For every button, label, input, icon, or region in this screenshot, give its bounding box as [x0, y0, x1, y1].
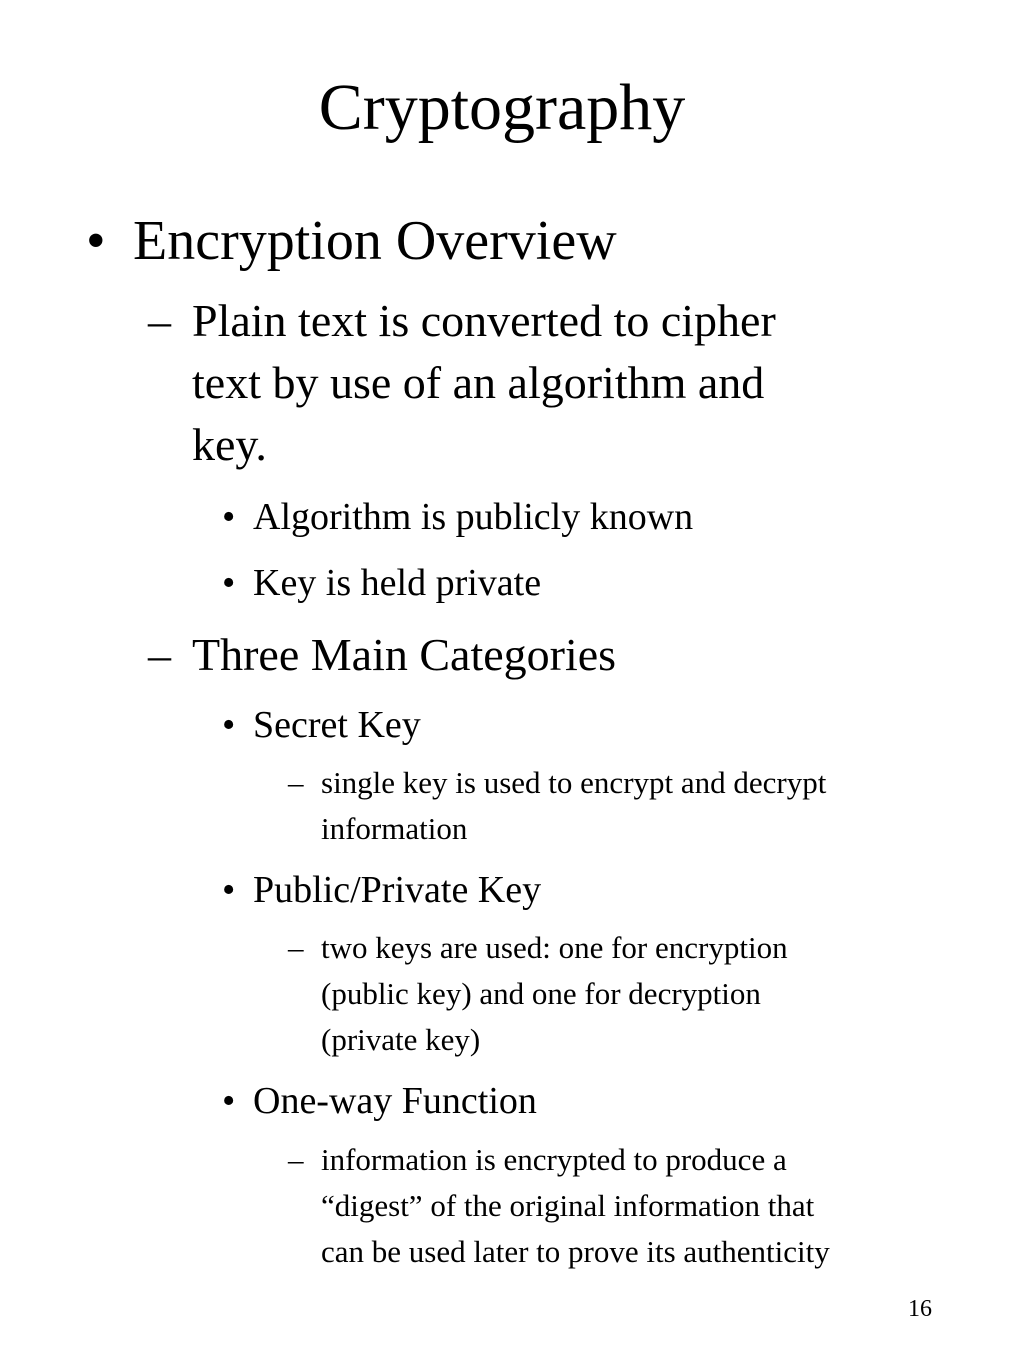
- point-text: Algorithm is publicly known: [253, 496, 694, 538]
- bullet-marker: •: [222, 704, 236, 746]
- bullet-marker: •: [222, 869, 236, 911]
- dash-marker: –: [288, 930, 304, 965]
- description-line: “digest” of the original information that: [321, 1188, 815, 1223]
- description-line: information: [321, 811, 468, 846]
- subitem-text: Three Main Categories: [192, 629, 617, 680]
- subitem-three-categories: [0, 624, 1024, 686]
- bullet-marker: •: [222, 562, 236, 604]
- one-way-function-description: [0, 1137, 1024, 1275]
- public-private-key-description: [0, 925, 1024, 1063]
- dash-marker: –: [148, 295, 171, 346]
- description-line: (private key): [321, 1022, 481, 1057]
- bullet-encryption-overview: [0, 210, 1024, 272]
- page-number: 16: [908, 1296, 932, 1322]
- point-text: Key is held private: [253, 562, 542, 604]
- category-secret-key: [0, 702, 1024, 748]
- description-line: single key is used to encrypt and decrypt: [321, 765, 827, 800]
- category-one-way-function: [0, 1078, 1024, 1124]
- dash-marker: –: [288, 765, 304, 800]
- bullet-marker: •: [222, 1080, 236, 1122]
- subitem-plain-text: [0, 290, 1024, 476]
- category-label: One-way Function: [253, 1080, 537, 1122]
- point-key-private: [0, 560, 1024, 606]
- secret-key-description: [0, 760, 1024, 852]
- description-line: (public key) and one for decryption: [321, 976, 761, 1011]
- category-public-private-key: [0, 867, 1024, 913]
- bullet-text: Encryption Overview: [133, 210, 617, 272]
- bullet-marker: •: [86, 210, 106, 272]
- dash-marker: –: [148, 629, 171, 680]
- bullet-marker: •: [222, 496, 236, 538]
- subitem-line: key.: [192, 419, 267, 470]
- description-line: two keys are used: one for encryption: [321, 930, 788, 965]
- category-label: Public/Private Key: [253, 869, 542, 911]
- dash-marker: –: [288, 1142, 304, 1177]
- subitem-line: Plain text is converted to cipher: [192, 295, 776, 346]
- description-line: information is encrypted to produce a: [321, 1142, 787, 1177]
- point-algorithm-known: [0, 494, 1024, 540]
- subitem-line: text by use of an algorithm and: [192, 357, 765, 408]
- slide-title: Cryptography: [318, 71, 686, 144]
- description-line: can be used later to prove its authenticity: [321, 1234, 830, 1269]
- category-label: Secret Key: [253, 704, 421, 746]
